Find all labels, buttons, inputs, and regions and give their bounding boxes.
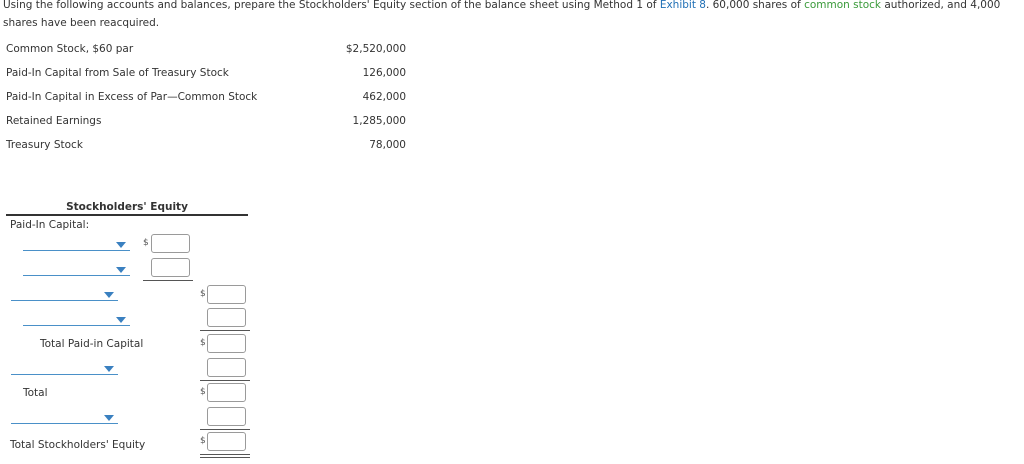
account-dropdown-5[interactable] bbox=[11, 362, 118, 375]
chevron-down-icon bbox=[116, 242, 126, 248]
account-row bbox=[6, 89, 406, 113]
double-rule bbox=[200, 454, 250, 458]
total-label: Total bbox=[23, 387, 48, 399]
account-row bbox=[6, 113, 406, 137]
account-amount: 78,000 bbox=[369, 139, 406, 151]
instructions-text-2: . 60,000 shares of bbox=[705, 0, 805, 11]
dollar-sign: $ bbox=[143, 238, 149, 248]
instructions-text-3: authorized, and 4,000 shares have been reacquired. bbox=[3, 0, 1001, 29]
chevron-down-icon bbox=[116, 317, 126, 323]
chevron-down-icon bbox=[104, 292, 114, 298]
account-name: Common Stock, $60 par bbox=[6, 43, 134, 55]
dollar-sign: $ bbox=[200, 338, 206, 348]
account-dropdown-2[interactable] bbox=[23, 263, 130, 276]
amount-input-1[interactable] bbox=[151, 234, 190, 253]
account-amount: 462,000 bbox=[362, 91, 406, 103]
total-stockholders-equity-label: Total Stockholders' Equity bbox=[10, 439, 146, 451]
total-stockholders-equity-input[interactable] bbox=[207, 432, 246, 451]
account-name: Paid-In Capital in Excess of Par—Common Stock bbox=[6, 91, 258, 103]
account-row bbox=[6, 65, 406, 89]
amount-input-6[interactable] bbox=[207, 407, 246, 426]
amount-input-5[interactable] bbox=[207, 358, 246, 377]
account-row bbox=[6, 137, 406, 161]
chevron-down-icon bbox=[116, 267, 126, 273]
subtotal-rule bbox=[200, 380, 250, 381]
exhibit-link[interactable]: Exhibit 8 bbox=[659, 0, 706, 11]
common-stock-link[interactable]: common stock bbox=[804, 0, 882, 11]
amount-input-4[interactable] bbox=[207, 308, 246, 327]
instructions-text-1: Using the following accounts and balances, prepare the Stockholders' Equity section of the balance sheet using Method 1 of bbox=[3, 0, 660, 11]
total-paid-in-capital-label: Total Paid-in Capital bbox=[40, 338, 144, 350]
dollar-sign: $ bbox=[200, 436, 206, 446]
account-amount: 126,000 bbox=[362, 67, 406, 79]
instructions bbox=[3, 0, 1023, 32]
accounts-list bbox=[6, 41, 406, 161]
account-dropdown-3[interactable] bbox=[11, 288, 118, 301]
dollar-sign: $ bbox=[200, 387, 206, 397]
subtotal-rule bbox=[200, 330, 250, 331]
account-name: Treasury Stock bbox=[6, 139, 83, 151]
account-amount: $2,520,000 bbox=[345, 43, 406, 55]
account-amount: 1,285,000 bbox=[352, 115, 406, 127]
account-name: Retained Earnings bbox=[6, 115, 102, 127]
amount-input-2[interactable] bbox=[151, 258, 190, 277]
subtotal-rule bbox=[143, 280, 193, 281]
form-title: Stockholders' Equity bbox=[6, 201, 248, 216]
chevron-down-icon bbox=[104, 415, 114, 421]
account-dropdown-1[interactable] bbox=[23, 238, 130, 251]
paid-in-capital-label: Paid-In Capital: bbox=[10, 219, 90, 231]
dollar-sign: $ bbox=[200, 289, 206, 299]
total-paid-in-capital-input[interactable] bbox=[207, 334, 246, 353]
account-name: Paid-In Capital from Sale of Treasury Stock bbox=[6, 67, 229, 79]
account-dropdown-6[interactable] bbox=[11, 411, 118, 424]
account-row bbox=[6, 41, 406, 65]
amount-input-3[interactable] bbox=[207, 285, 246, 304]
account-dropdown-4[interactable] bbox=[23, 313, 130, 326]
subtotal-rule bbox=[200, 429, 250, 430]
total-input[interactable] bbox=[207, 383, 246, 402]
chevron-down-icon bbox=[104, 366, 114, 372]
